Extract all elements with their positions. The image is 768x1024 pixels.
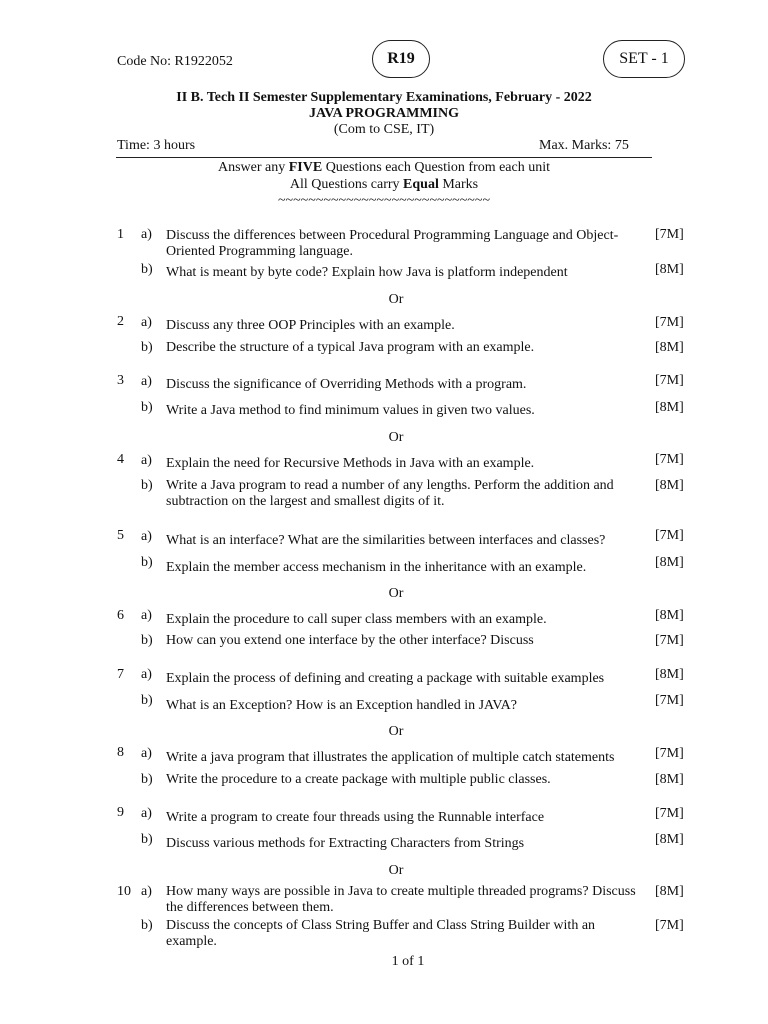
part-label: a) [141, 884, 152, 899]
max-marks: Max. Marks: 75 [539, 138, 629, 153]
part-label: a) [141, 806, 152, 821]
part-label: a) [141, 227, 152, 242]
or-separator: Or [388, 586, 404, 601]
tilde-divider: ~~~~~~~~~~~~~~~~~~~~~~~~~~~~ [277, 193, 491, 208]
marks-label: [8M] [655, 555, 684, 570]
question-text: Discuss various methods for Extracting Characters from Strings [166, 836, 525, 851]
part-label: b) [141, 832, 153, 847]
marks-label: [8M] [655, 478, 684, 493]
question-text: Write the procedure to a create package with multiple public classes. [166, 772, 551, 787]
question-number: 4 [117, 452, 124, 467]
part-label: b) [141, 633, 153, 648]
part-label: b) [141, 340, 153, 355]
question-number: 10 [117, 884, 131, 899]
marks-label: [8M] [655, 884, 684, 899]
instruction-line-1: Answer any FIVE Questions each Question from each unit [217, 160, 551, 175]
instruction-line-2: All Questions carry Equal Marks [289, 177, 479, 192]
question-number: 3 [117, 373, 124, 388]
or-separator: Or [388, 863, 404, 878]
marks-label: [7M] [655, 918, 684, 933]
question-text: Write a Java program to read a number of any lengths. Perform the addition and subtraction on the largest and smallest digits of it. [166, 478, 614, 509]
marks-label: [8M] [655, 667, 684, 682]
marks-label: [7M] [655, 806, 684, 821]
question-text: Write a java program that illustrates the application of multiple catch statements [166, 750, 615, 765]
part-label: b) [141, 772, 153, 787]
question-text: How can you extend one interface by the other interface? Discuss [166, 633, 534, 648]
exam-time: Time: 3 hours [117, 138, 196, 153]
or-separator: Or [388, 724, 404, 739]
header-divider [116, 157, 652, 158]
branches: (Com to CSE, IT) [333, 122, 435, 137]
marks-label: [7M] [655, 528, 684, 543]
marks-label: [7M] [655, 746, 684, 761]
marks-label: [8M] [655, 262, 684, 277]
question-text: Explain the need for Recursive Methods in Java with an example. [166, 456, 535, 471]
question-text: Discuss the significance of Overriding Methods with a program. [166, 377, 527, 392]
part-label: b) [141, 400, 153, 415]
question-text: Discuss the differences between Procedural Programming Language and Object-Oriented Programming language. [166, 228, 619, 259]
question-number: 9 [117, 805, 124, 820]
or-separator: Or [388, 430, 404, 445]
marks-label: [7M] [655, 315, 684, 330]
question-text: Explain the procedure to call super class members with an example. [166, 612, 547, 627]
part-label: a) [141, 453, 152, 468]
part-label: b) [141, 478, 153, 493]
marks-label: [8M] [655, 340, 684, 355]
marks-label: [8M] [655, 400, 684, 415]
question-number: 5 [117, 528, 124, 543]
question-text: Discuss any three OOP Principles with an example. [166, 318, 455, 333]
part-label: a) [141, 608, 152, 623]
regulation-badge: R19 [372, 40, 430, 78]
part-label: b) [141, 555, 153, 570]
question-number: 8 [117, 745, 124, 760]
question-text: Discuss the concepts of Class String Buffer and Class String Builder with an example. [166, 918, 596, 949]
question-text: How many ways are possible in Java to create multiple threaded programs? Discuss the differences between them. [166, 884, 636, 915]
marks-label: [8M] [655, 608, 684, 623]
subject-title: JAVA PROGRAMMING [309, 106, 459, 121]
marks-label: [8M] [655, 832, 684, 847]
question-number: 1 [117, 227, 124, 242]
part-label: a) [141, 746, 152, 761]
marks-label: [7M] [655, 452, 684, 467]
part-label: b) [141, 693, 153, 708]
part-label: b) [141, 918, 153, 933]
question-number: 6 [117, 608, 124, 623]
question-number: 7 [117, 667, 124, 682]
question-text: Write a program to create four threads using the Runnable interface [166, 810, 545, 825]
part-label: a) [141, 667, 152, 682]
question-text: Explain the member access mechanism in the inheritance with an example. [166, 560, 587, 575]
marks-label: [7M] [655, 693, 684, 708]
code-number: Code No: R1922052 [117, 54, 233, 69]
part-label: a) [141, 374, 152, 389]
question-text: What is meant by byte code? Explain how Java is platform independent [166, 265, 568, 280]
marks-label: [7M] [655, 227, 684, 242]
marks-label: [8M] [655, 772, 684, 787]
part-label: b) [141, 262, 153, 277]
question-number: 2 [117, 314, 124, 329]
question-text: Describe the structure of a typical Java program with an example. [166, 340, 535, 355]
page-number: 1 of 1 [391, 954, 425, 969]
question-text: Explain the process of defining and creating a package with suitable examples [166, 671, 605, 686]
set-badge: SET - 1 [603, 40, 685, 78]
marks-label: [7M] [655, 633, 684, 648]
or-separator: Or [388, 292, 404, 307]
question-text: What is an interface? What are the similarities between interfaces and classes? [166, 533, 606, 548]
part-label: a) [141, 315, 152, 330]
question-text: What is an Exception? How is an Exception handled in JAVA? [166, 698, 517, 713]
question-text: Write a Java method to find minimum values in given two values. [166, 403, 535, 418]
exam-title: II B. Tech II Semester Supplementary Examinations, February - 2022 [176, 90, 592, 105]
marks-label: [7M] [655, 373, 684, 388]
part-label: a) [141, 529, 152, 544]
